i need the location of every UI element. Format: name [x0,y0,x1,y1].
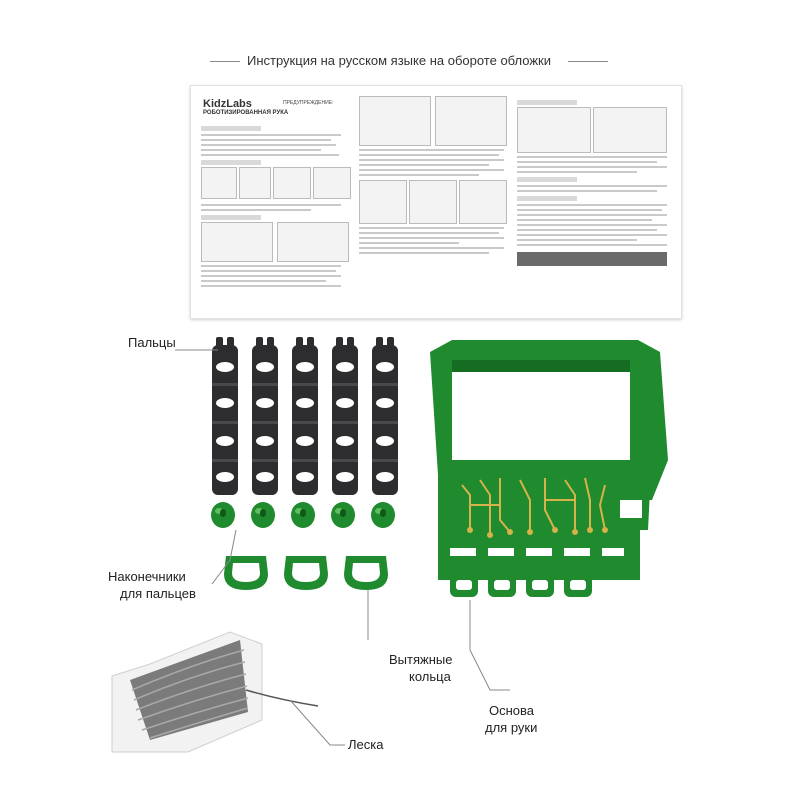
finger-tip-3 [291,502,315,528]
pull-rings-label-line2: кольца [409,669,451,684]
fingers-group [212,337,398,495]
hand-base-label-line1: Основа [489,703,535,718]
fishing-line-label: Леска [348,737,384,752]
pull-rings-label-line1: Вытяжные [389,652,453,667]
finger-3 [292,337,318,495]
finger-2 [252,337,278,495]
finger-tip-4 [331,502,355,528]
finger-1 [212,337,238,495]
hand-base [430,340,668,597]
hand-base-label [485,702,537,736]
pull-rings-group [224,556,388,590]
finger-tip-1 [211,502,235,528]
sheet-brand: KidzLabs [203,98,252,110]
fingers-label: Пальцы [128,335,176,350]
pull-ring-1 [224,556,268,590]
instruction-caption: Инструкция на русском языке на обороте обложки [247,53,552,68]
sheet-title: РОБОТИЗИРОВАННАЯ РУКА [203,110,289,116]
finger-tips-group [211,502,395,528]
finger-4 [332,337,358,495]
pull-ring-2 [284,556,328,590]
fishing-line-spool [112,632,318,752]
finger-tip-5 [371,502,395,528]
pull-ring-3 [344,556,388,590]
finger-tips-label-line1: Наконечники [108,569,186,584]
finger-tip-2 [251,502,275,528]
finger-tips-label [108,568,196,602]
finger-tips-label-line2: для пальцев [120,586,196,601]
hand-base-label-line2: для руки [485,720,538,735]
pull-rings-label [389,651,452,685]
finger-5 [372,337,398,495]
sheet-warning: ПРЕДУПРЕЖДЕНИЕ: [283,100,334,106]
